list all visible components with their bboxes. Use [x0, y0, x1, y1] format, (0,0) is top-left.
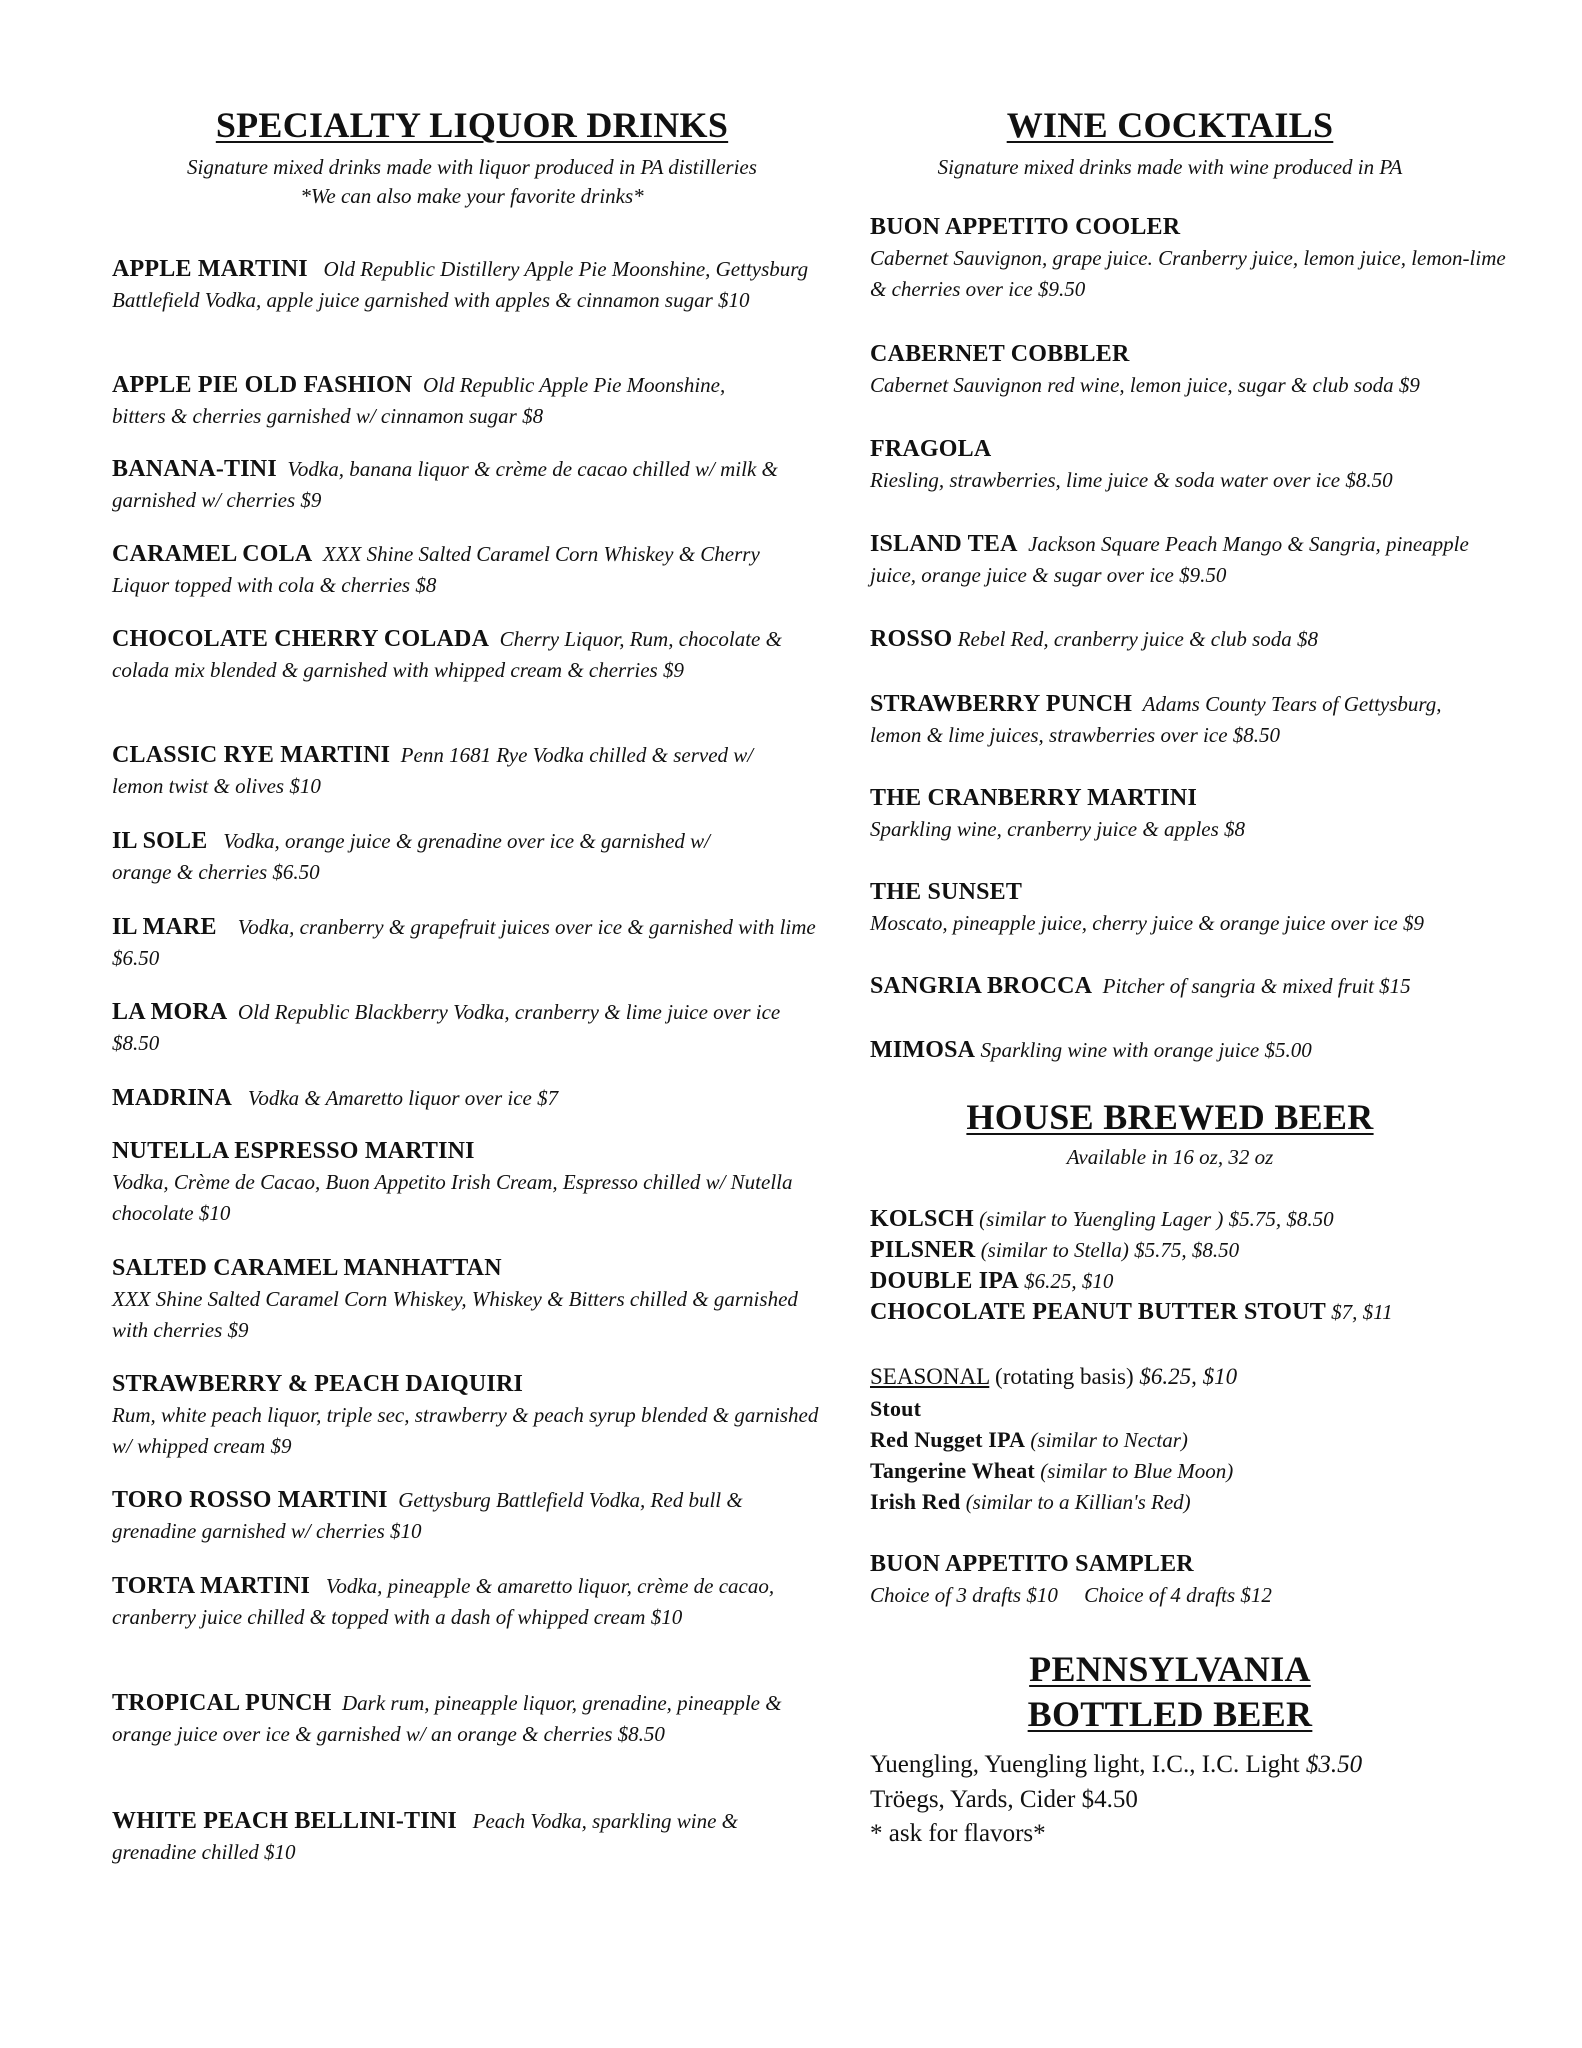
seasonal-item	[870, 1486, 1510, 1518]
menu-item	[112, 997, 812, 1059]
wine-subtitle: Signature mixed drinks made with wine produced in PA	[937, 155, 1403, 179]
item-name: PILSNER	[870, 1237, 976, 1263]
menu-item	[112, 1136, 812, 1229]
bottled-title-line1: PENNSYLVANIA	[1029, 1649, 1311, 1689]
menu-item	[112, 1688, 792, 1750]
menu-item	[870, 971, 1510, 1002]
beer-item	[870, 1204, 1510, 1235]
item-description: Jackson Square Peach Mango & Sangria, pineapple juice, orange juice & sugar over ice $9.50	[870, 532, 1469, 587]
item-name: CLASSIC RYE MARTINI	[112, 742, 391, 768]
menu-item	[870, 783, 1510, 845]
item-description: (similar to a Killian's Red)	[965, 1490, 1191, 1514]
item-name: CABERNET COBBLER	[870, 341, 1130, 367]
menu-item	[112, 1253, 822, 1346]
menu-item	[112, 1571, 802, 1633]
item-description: Moscato, pineapple juice, cherry juice & orange juice over ice $9	[870, 911, 1424, 935]
item-name: NUTELLA ESPRESSO MARTINI	[112, 1138, 475, 1164]
item-name: KOLSCH	[870, 1206, 974, 1232]
item-name: APPLE PIE OLD FASHION	[112, 372, 413, 398]
menu-item	[870, 339, 1510, 401]
bottled-line	[870, 1748, 1510, 1781]
seasonal-item	[870, 1455, 1510, 1487]
item-description: Old Republic Distillery Apple Pie Moonshine, Gettysburg Battlefield Vodka, apple juice garnished with apples & cinnamon sugar $10	[112, 257, 809, 312]
menu-item	[112, 1083, 812, 1114]
menu-item	[870, 1035, 1510, 1066]
item-name: FRAGOLA	[870, 436, 992, 462]
item-description: Gettysburg Battlefield Vodka, Red bull & grenadine garnished w/ cherries $10	[112, 1488, 743, 1543]
beer-item	[870, 1235, 1510, 1266]
item-name: MIMOSA	[870, 1037, 976, 1063]
item-name: BUON APPETITO COOLER	[870, 214, 1181, 240]
item-name: ROSSO	[870, 626, 953, 652]
item-name: IL SOLE	[112, 828, 208, 854]
item-description: Adams County Tears of Gettysburg, lemon & lime juices, strawberries over ice $8.50	[870, 692, 1442, 747]
menu-item	[870, 212, 1510, 305]
menu-item	[112, 454, 792, 516]
item-description: Choice of 3 drafts $10 Choice of 4 drafts $12	[870, 1583, 1272, 1607]
menu-item	[870, 624, 1510, 655]
item-description: Sparkling wine, cranberry juice & apples $8	[870, 817, 1246, 841]
item-description: $7, $11	[1331, 1300, 1393, 1324]
item-description: Vodka, Crème de Cacao, Buon Appetito Irish Cream, Espresso chilled w/ Nutella chocolate $10	[112, 1170, 793, 1225]
item-name: THE CRANBERRY MARTINI	[870, 785, 1197, 811]
bottled-brands: Yuengling, Yuengling light, I.C., I.C. Light	[870, 1751, 1300, 1778]
item-name: CARAMEL COLA	[112, 541, 313, 567]
item-description: $6.25, $10	[1024, 1269, 1114, 1293]
seasonal-note: (rotating basis)	[995, 1364, 1134, 1389]
menu-item	[112, 539, 822, 601]
menu-item	[112, 912, 827, 974]
item-description: Cabernet Sauvignon, grape juice. Cranberry juice, lemon juice, lemon-lime & cherries over ice $9.50	[870, 246, 1506, 301]
item-description: Peach Vodka, sparkling wine & grenadine chilled $10	[112, 1809, 739, 1864]
seasonal-heading	[870, 1361, 1510, 1392]
beer-item	[870, 1266, 1510, 1297]
item-name: DOUBLE IPA	[870, 1268, 1019, 1294]
seasonal-price: $6.25, $10	[1139, 1364, 1238, 1389]
item-description: (similar to Yuengling Lager ) $5.75, $8.50	[979, 1207, 1334, 1231]
item-description: (similar to Blue Moon)	[1040, 1459, 1234, 1483]
item-name: MADRINA	[112, 1085, 233, 1111]
menu-item	[112, 254, 812, 316]
item-name: Red Nugget IPA	[870, 1427, 1026, 1452]
item-description: Old Republic Apple Pie Moonshine, bitters & cherries garnished w/ cinnamon sugar $8	[112, 373, 726, 428]
item-name: Tangerine Wheat	[870, 1458, 1035, 1483]
menu-item	[112, 1806, 792, 1868]
item-name: LA MORA	[112, 999, 228, 1025]
seasonal-item	[870, 1424, 1510, 1456]
bottled-title-line2: BOTTLED BEER	[1027, 1694, 1313, 1734]
item-name: IL MARE	[112, 914, 217, 940]
seasonal-item	[870, 1393, 1510, 1425]
item-description: Rebel Red, cranberry juice & club soda $8	[957, 627, 1319, 651]
menu-item	[112, 826, 772, 888]
specialty-note: *We can also make your favorite drinks*	[300, 184, 644, 208]
item-name: CHOCOLATE PEANUT BUTTER STOUT	[870, 1299, 1326, 1325]
beer-subtitle: Available in 16 oz, 32 oz	[1066, 1145, 1274, 1169]
item-description: Dark rum, pineapple liquor, grenadine, pineapple & orange juice over ice & garnished w/ an orange & cherries $8.50	[112, 1691, 782, 1746]
item-description: Old Republic Blackberry Vodka, cranberry & lime juice over ice $8.50	[112, 1000, 781, 1055]
sampler-item	[870, 1549, 1510, 1611]
item-name: ISLAND TEA	[870, 531, 1018, 557]
item-description: Sparkling wine with orange juice $5.00	[980, 1038, 1312, 1062]
item-description: Vodka, pineapple & amaretto liquor, crème de cacao, cranberry juice chilled & topped with a dash of whipped cream $10	[112, 1574, 775, 1629]
item-description: Riesling, strawberries, lime juice & soda water over ice $8.50	[870, 468, 1393, 492]
item-description: XXX Shine Salted Caramel Corn Whiskey & Cherry Liquor topped with cola & cherries $8	[112, 542, 760, 597]
menu-item	[112, 1369, 827, 1462]
item-description: XXX Shine Salted Caramel Corn Whiskey, Whiskey & Bitters chilled & garnished with cherries $9	[112, 1287, 798, 1342]
specialty-title: SPECIALTY LIQUOR DRINKS	[215, 105, 729, 145]
menu-item	[112, 740, 792, 802]
specialty-subtitle: Signature mixed drinks made with liquor produced in PA distilleries	[187, 155, 757, 179]
item-description: Rum, white peach liquor, triple sec, strawberry & peach syrup blended & garnished w/ whipped cream $9	[112, 1403, 819, 1458]
menu-item	[112, 624, 802, 686]
beer-item	[870, 1297, 1530, 1328]
bottled-note: * ask for flavors*	[870, 1820, 1046, 1847]
item-description: (similar to Nectar)	[1030, 1428, 1188, 1452]
menu-item	[870, 877, 1510, 939]
item-description: Cherry Liquor, Rum, chocolate & colada mix blended & garnished with whipped cream & cherries $9	[112, 627, 782, 682]
item-description: Penn 1681 Rye Vodka chilled & served w/ lemon twist & olives $10	[112, 743, 754, 798]
item-name: WHITE PEACH BELLINI-TINI	[112, 1808, 457, 1834]
item-name: TROPICAL PUNCH	[112, 1690, 332, 1716]
item-description: Vodka, cranberry & grapefruit juices over ice & garnished with lime $6.50	[112, 915, 816, 970]
item-description: Cabernet Sauvignon red wine, lemon juice, sugar & club soda $9	[870, 373, 1420, 397]
item-name: BANANA-TINI	[112, 456, 277, 482]
menu-item	[870, 434, 1510, 496]
item-description: (similar to Stella) $5.75, $8.50	[980, 1238, 1240, 1262]
wine-title: WINE COCKTAILS	[1006, 105, 1334, 145]
item-name: Stout	[870, 1396, 922, 1421]
menu-item	[112, 1485, 792, 1547]
seasonal-label: SEASONAL	[870, 1364, 990, 1389]
item-name: THE SUNSET	[870, 879, 1023, 905]
beer-title: HOUSE BREWED BEER	[966, 1097, 1374, 1137]
item-name: SALTED CARAMEL MANHATTAN	[112, 1255, 502, 1281]
menu-item	[870, 529, 1480, 591]
bottled-line: Tröegs, Yards, Cider $4.50	[870, 1786, 1138, 1813]
item-description: Vodka, orange juice & grenadine over ice & garnished w/ orange & cherries $6.50	[112, 829, 711, 884]
item-description: Pitcher of sangria & mixed fruit $15	[1102, 974, 1411, 998]
item-name: CHOCOLATE CHERRY COLADA	[112, 626, 490, 652]
item-name: TORTA MARTINI	[112, 1573, 311, 1599]
item-name: STRAWBERRY PUNCH	[870, 691, 1133, 717]
menu-item	[112, 370, 752, 432]
item-name: Irish Red	[870, 1489, 961, 1514]
item-name: SANGRIA BROCCA	[870, 973, 1093, 999]
bottled-price: $3.50	[1305, 1751, 1363, 1778]
item-name: TORO ROSSO MARTINI	[112, 1487, 388, 1513]
item-name: STRAWBERRY & PEACH DAIQUIRI	[112, 1371, 524, 1397]
item-name: BUON APPETITO SAMPLER	[870, 1551, 1194, 1577]
item-description: Vodka & Amaretto liquor over ice $7	[247, 1086, 559, 1110]
item-name: APPLE MARTINI	[112, 256, 308, 282]
item-description: Vodka, banana liquor & crème de cacao chilled w/ milk & garnished w/ cherries $9	[112, 457, 778, 512]
menu-item	[870, 689, 1490, 751]
